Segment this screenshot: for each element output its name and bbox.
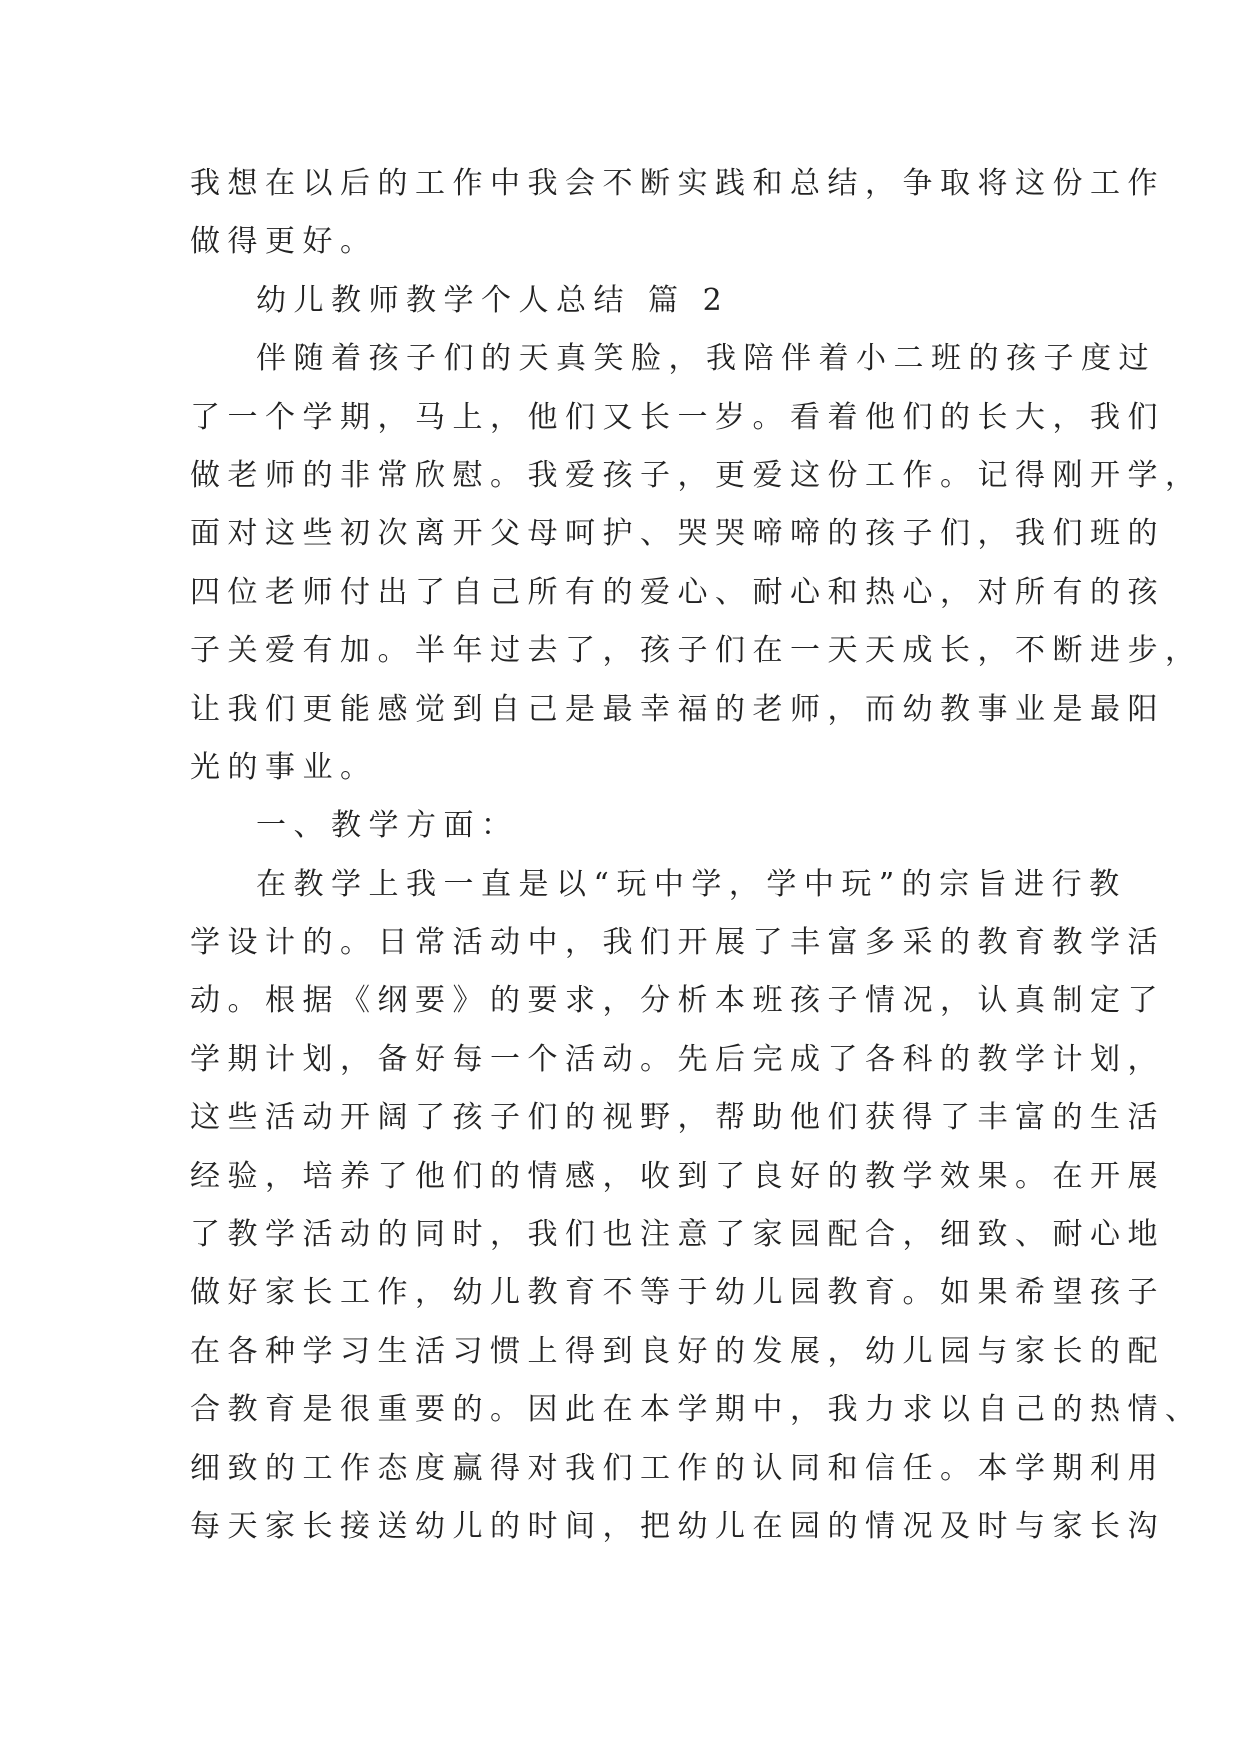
text-line: 在教学上我一直是以“玩中学，学中玩”的宗旨进行教 (256, 866, 1127, 902)
text-line: 了一个学期，马上，他们又长一岁。看着他们的长大，我们 (190, 399, 1165, 435)
text-line: 伴随着孩子们的天真笑脸，我陪伴着小二班的孩子度过 (256, 341, 1156, 377)
text-line: 面对这些初次离开父母呵护、哭哭啼啼的孩子们，我们班的 (190, 516, 1165, 552)
text-line: 了教学活动的同时，我们也注意了家园配合，细致、耐心地 (190, 1217, 1165, 1253)
text-line: 在各种学习生活习惯上得到良好的发展，幼儿园与家长的配 (190, 1333, 1165, 1369)
text-line: 学设计的。日常活动中，我们开展了丰富多采的教育教学活 (190, 925, 1165, 961)
text-line: 做得更好。 (190, 224, 378, 260)
text-line: 做好家长工作，幼儿教育不等于幼儿园教育。如果希望孩子 (190, 1275, 1165, 1311)
text-line: 光的事业。 (190, 749, 378, 785)
text-line: 经验，培养了他们的情感，收到了良好的教学效果。在开展 (190, 1158, 1165, 1194)
text-line: 每天家长接送幼儿的时间，把幼儿在园的情况及时与家长沟 (190, 1508, 1165, 1544)
text-line: 幼儿教师教学个人总结 篇 2 (256, 282, 730, 318)
document-body (190, 155, 1203, 1556)
text-line: 让我们更能感觉到自己是最幸福的老师，而幼教事业是最阳 (190, 691, 1165, 727)
text-line: 这些活动开阔了孩子们的视野，帮助他们获得了丰富的生活 (190, 1100, 1165, 1136)
text-line: 动。根据《纲要》的要求，分析本班孩子情况，认真制定了 (190, 983, 1165, 1019)
text-line: 子关爱有加。半年过去了，孩子们在一天天成长，不断进步， (190, 633, 1203, 669)
text-line: 四位老师付出了自己所有的爱心、耐心和热心，对所有的孩 (190, 574, 1165, 610)
text-line: 我想在以后的工作中我会不断实践和总结，争取将这份工作 (190, 166, 1165, 201)
text-line: 细致的工作态度赢得对我们工作的认同和信任。本学期利用 (190, 1450, 1165, 1486)
text-line: 学期计划，备好每一个活动。先后完成了各科的教学计划， (190, 1041, 1165, 1077)
text-line: 做老师的非常欣慰。我爱孩子，更爱这份工作。记得刚开学， (190, 457, 1203, 493)
text-line: 合教育是很重要的。因此在本学期中，我力求以自己的热情、 (190, 1392, 1203, 1428)
text-line: 一、教学方面： (256, 808, 519, 844)
